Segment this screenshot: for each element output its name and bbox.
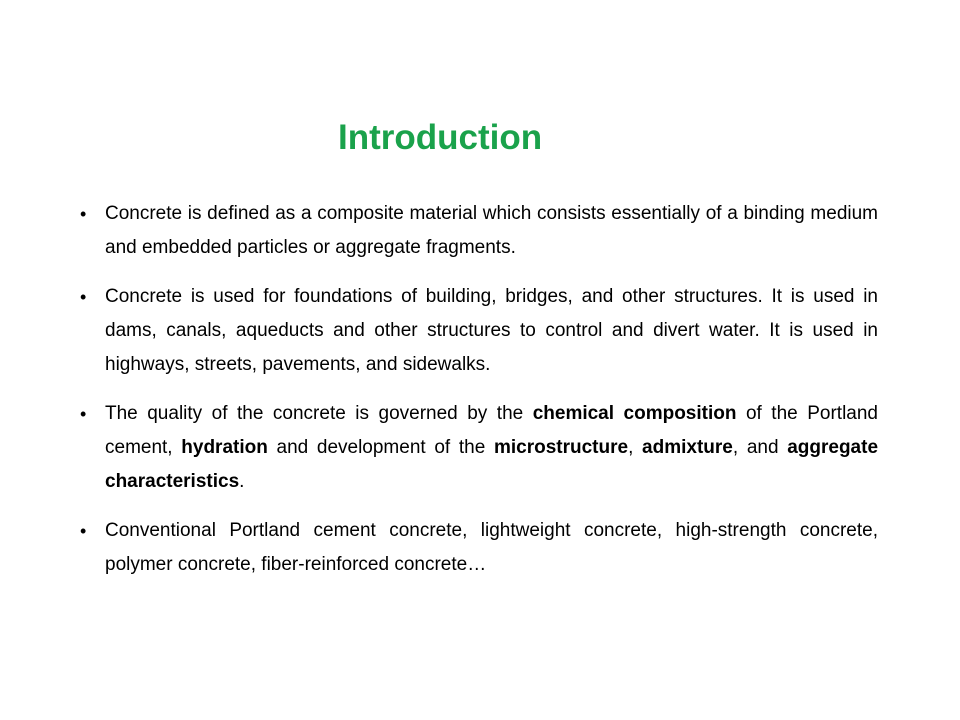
bullet-emphasis: chemical composition	[532, 403, 737, 424]
bullet-dot-icon: •	[80, 404, 87, 424]
bullet-item	[80, 514, 878, 582]
bullet-item	[80, 280, 878, 382]
bullet-dot-icon: •	[80, 204, 87, 224]
bullet-emphasis: hydration	[181, 437, 268, 458]
bullet-text: , and	[732, 437, 788, 458]
bullet-text: The quality of the concrete is governed by the	[105, 403, 533, 424]
bullet-dot-icon: •	[80, 287, 87, 307]
bullet-emphasis: aggregate characteristics	[105, 437, 879, 492]
bullet-emphasis: microstructure	[493, 437, 629, 458]
bullet-text: ,	[628, 437, 643, 458]
bullet-text: .	[239, 471, 245, 492]
bullet-text: and development of the	[267, 437, 494, 458]
bullet-emphasis: admixture	[642, 437, 733, 458]
slide-title: Introduction	[338, 118, 543, 157]
bullet-item	[80, 397, 878, 499]
bullet-text: Conventional Portland cement concrete, lightweight concrete, high-strength concrete, polymer concrete, fiber-reinforced concrete…	[105, 520, 878, 575]
bullet-text: of the Portland cement,	[105, 403, 878, 458]
bullet-text: Concrete is defined as a composite material which consists essentially of a binding medium and embedded particles or aggregate fragments.	[105, 203, 878, 258]
bullet-text: Concrete is used for foundations of building, bridges, and other structures. It is used in dams, canals, aqueducts and other structures to control and divert water. It is used in highways, streets, pavements, and sidewalks.	[105, 286, 878, 375]
bullet-dot-icon: •	[80, 521, 87, 541]
bullet-item	[80, 197, 878, 265]
bullet-list	[80, 197, 878, 582]
